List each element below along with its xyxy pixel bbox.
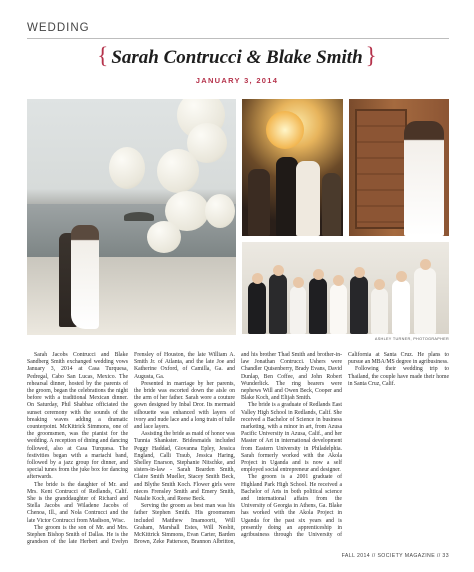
section-divider bbox=[27, 38, 449, 39]
bride-figure bbox=[71, 225, 99, 329]
article-paragraph: The bride is a graduate of Redlands East Valley High School in Redlands, Calif. She received a Bachelor of Science in business marketing, with a minor in art, from Azusa Pacific University in Azusa, Calif., and her Master of Art in international development from Eastern University in Philadelphia. Sarah formerly worked with the Akola Project in Uganda and is now a self employed social entrepreneur and designer. bbox=[241, 402, 342, 474]
child-figure bbox=[371, 288, 388, 334]
headline-brace-close: } bbox=[365, 43, 377, 68]
couple-names: Sarah Contrucci & Blake Smith bbox=[111, 47, 363, 68]
photo-rock bbox=[124, 212, 154, 221]
headline-brace-open: { bbox=[97, 43, 109, 68]
child-figure bbox=[290, 286, 306, 334]
article-paragraph: The groom is a 2001 graduate of Highland Park High School. He received a Bachelor of Arts in both political science and international affairs from the University of Georgia in Athens, Ga. Blake has worked with the Akola Project in Uganda for the past six years and is presently doing an apprenticeship in agribusiness through the University of California at Santa Cruz. He plans to pursue an MBA/MS degree in agribusiness. bbox=[241, 352, 449, 539]
photo-wedding-children bbox=[242, 242, 449, 334]
article-paragraph: Assisting the bride as maid of honor was Tunnia Shankster. Bridesmaids included Peggy Haddad, Giovanna Epley, Jessica England, Calli Traub, Jessica Haring, Shelley Enarson, Stephanie Nitschke, and sisters-in-law - Sarah Bearden Smith, Claire Smith Mueller, Stacey Smith Beck, and Blythe Smith Koch. Flower girls were nieces Frensley Smith and Emery Smith, Natalie Koch, and Reese Beck. bbox=[134, 431, 235, 503]
guest-figure bbox=[248, 169, 270, 236]
child-figure bbox=[248, 282, 266, 334]
balloon bbox=[205, 194, 235, 228]
photo-credit: ASHLEY TURNER, PHOTOGRAPHER bbox=[374, 337, 449, 341]
balloon bbox=[157, 149, 199, 193]
bride-figure bbox=[296, 161, 320, 236]
groom-figure bbox=[276, 157, 298, 236]
photo-couple bbox=[59, 225, 99, 327]
child-figure bbox=[350, 276, 368, 334]
balloon bbox=[147, 221, 181, 253]
article-paragraph: The bride is the daughter of Mr. and Mrs. Kent Contrucci of Redlands, Calif. She is the granddaughter of Richard and Stella Jacobs and Wiladene Jacobs of Chenoa, Ill., and Nola Contrucci and the late Victor Contrucci from Madison, Wisc. bbox=[27, 481, 128, 524]
wedding-date: JANUARY 3, 2014 bbox=[195, 76, 279, 85]
child-figure bbox=[414, 268, 436, 334]
article-paragraph: Sarah Jacobs Contrucci and Blake Sandberg Smith exchanged wedding vows January 3, 2014 at Casa Turquesa, Pedregal, Cabo San Lucas, Mexico. The rehearsal dinner, hosted by the parents of the groom, began the celebrations the night before with a traditional Mexican dinner. On Saturday, Phil Shabbaz officiated the sunset ceremony with the sounds of the breaking waves adding a dramatic counterpoint. McKittrick Simmons, one of the groomsmen, was the pianist for the wedding. A reception of dining and dancing followed, also at Casa Turquesa. The festivities began with a mariachi band, followed by a jazz group for dinner, and special tunes from the juke box for dancing afterwards. bbox=[27, 352, 128, 481]
wooden-door bbox=[355, 109, 407, 229]
page-footer: FALL 2014 // SOCIETY MAGAZINE // 33 bbox=[341, 553, 449, 559]
bride-figure bbox=[404, 121, 444, 236]
article-paragraph: Serving the groom as best man was his father Stephen Smith. His groomsmen included Matthew Imamoorti, Will Graham, Marshall Estes, Will Nesbit, McKittrick Simmons, Evan Carter, Barden Brown, Zeke Patterson, Brannon Albritton, and his brother Thad Smith and brother-in-law Jonathan Contrucci. Ushers were Chandler Quisenberry, Brady Evans, David Dunlap, Ben Coffee, and John Robert Wunderlick. The ring bearers were nephews Will and Owen Beck, Cooper and Blake Koch, and Elijah Smith. bbox=[134, 352, 342, 546]
photo-beach-couple-balloons bbox=[27, 99, 236, 335]
section-label: WEDDING bbox=[27, 22, 90, 34]
lantern bbox=[266, 111, 304, 149]
article-paragraph: Presented in marriage by her parents, the bride was escorted down the aisle on the arm of her father. Sarah wore a couture gown designed by Inbal Dror. Its mermaid silhouette was enhanced with layers of ivory and nude lace and a long train of tulle and lace layers. bbox=[134, 380, 235, 431]
guest-figure bbox=[322, 173, 341, 236]
balloon bbox=[109, 147, 145, 189]
child-figure bbox=[269, 274, 287, 334]
article-body bbox=[27, 352, 449, 548]
child-figure bbox=[392, 280, 410, 334]
article-paragraph: The groom is the son of Mr. and Mrs. Stephen Bishop Smith of Dallas. He is the grandson of the late Herbert and Evelyn Frensley of Houston, the late William A. Smith Jr. of Atlanta, and the late Joe and Katherine Oxford, of Camilla, Ga. and Augusta, Ga. bbox=[27, 352, 235, 546]
headline bbox=[0, 45, 474, 69]
photo-bride-portrait bbox=[349, 99, 449, 236]
child-figure bbox=[309, 278, 327, 334]
photo-lantern-night bbox=[242, 99, 343, 236]
article-paragraph: Following their wedding trip to Thailand, the couple have made their home in Santa Cruz, Calif. bbox=[348, 366, 449, 387]
child-figure bbox=[330, 284, 347, 334]
